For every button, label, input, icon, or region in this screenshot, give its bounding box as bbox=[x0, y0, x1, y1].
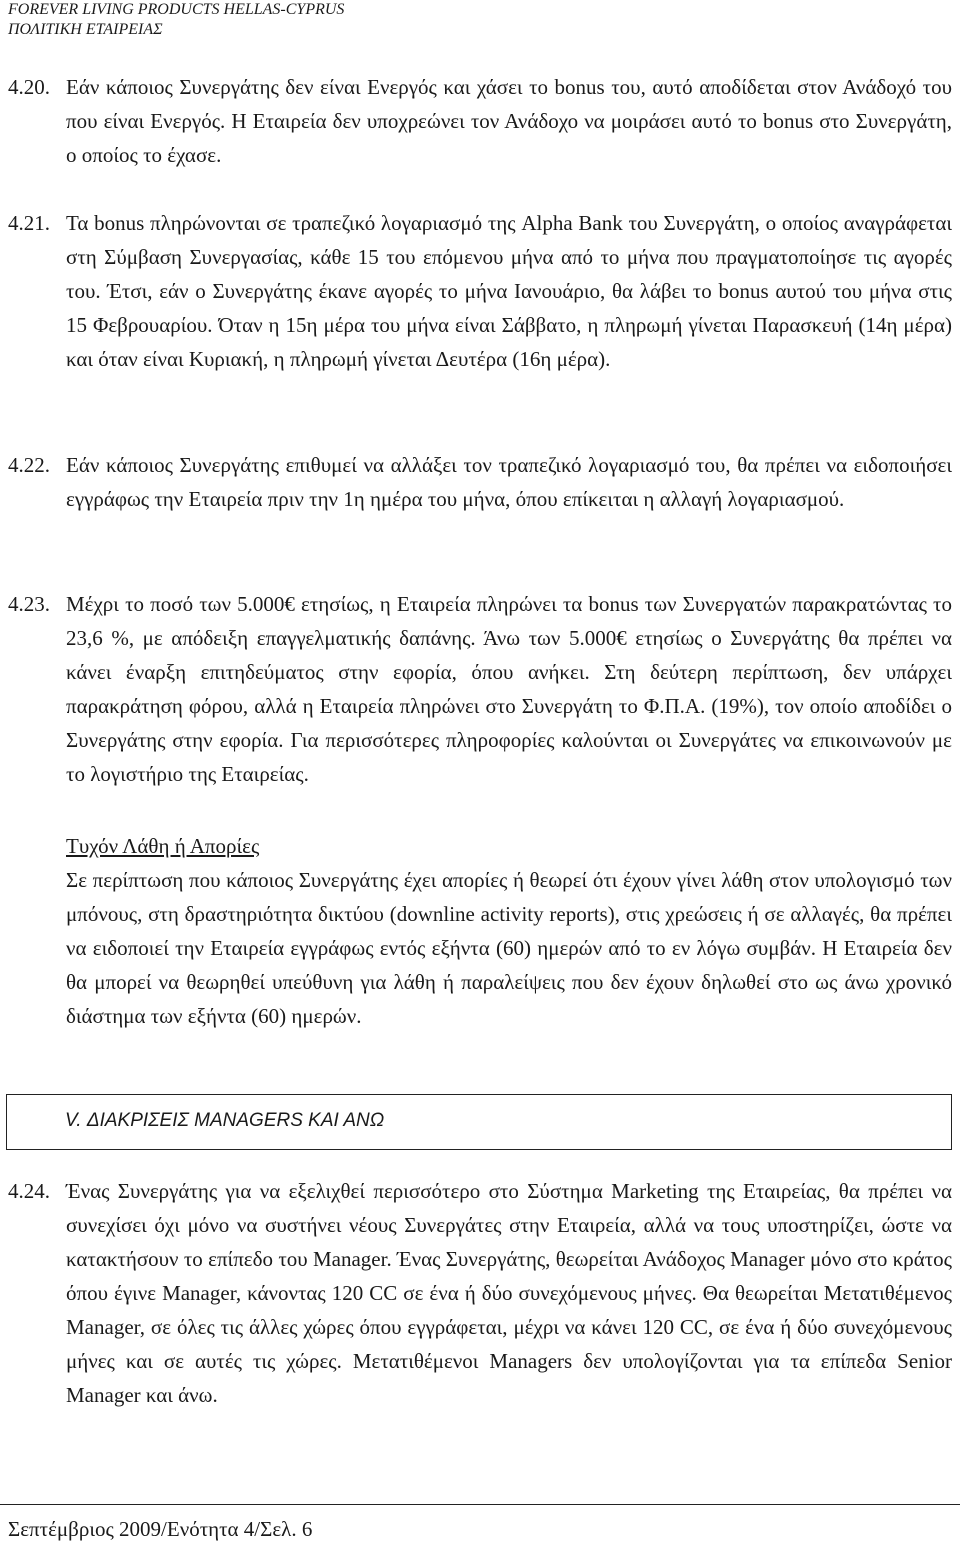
section-number: 4.22. bbox=[8, 453, 50, 477]
section-4-20 bbox=[8, 70, 952, 172]
section-v-box bbox=[6, 1094, 952, 1150]
section-v-title: V. ΔΙΑΚΡΙΣΕΙΣ MANAGERS ΚΑΙ ΑΝΩ bbox=[65, 1110, 385, 1131]
errors-heading: Τυχόν Λάθη ή Απορίες bbox=[66, 834, 260, 858]
section-number: 4.23. bbox=[8, 592, 50, 616]
header-company: FOREVER LIVING PRODUCTS HELLAS-CYPRUS bbox=[8, 1, 345, 18]
section-4-22 bbox=[8, 448, 952, 516]
section-4-24 bbox=[8, 1174, 952, 1412]
section-4-21 bbox=[8, 206, 952, 376]
section-text: Τα bonus πληρώνονται σε τραπεζικό λογαριασμό της Alpha Bank του Συνεργάτη, ο οποίος αναγράφεται στη Σύμβαση Συνεργασίας, κάθε 15 του επόμενου μήνα από το μήνα που πραγματοποίησε τις αγορές του. Έτσι, εάν ο Συνεργάτης έκανε αγορές το μήνα Ιανουάριο, θα λάβει το bonus αυτού του μήνα στις 15 Φεβρουαρίου. Όταν η 15η μέρα του μήνα είναι Σάββατο, η πληρωμή γίνεται Παρασκευή (14η μέρα) και όταν είναι Κυριακή, η πληρωμή γίνεται Δευτέρα (16η μέρα). bbox=[66, 211, 952, 371]
footer-divider bbox=[0, 1504, 960, 1505]
errors-text: Σε περίπτωση που κάποιος Συνεργάτης έχει απορίες ή θεωρεί ότι έχουν γίνει λάθη στον υπολογισμό των μπόνους, στη δραστηριότητα δικτύου (downline activity reports), στις χρεώσεις ή σε αλλαγές, θα πρέπει να ειδοποιεί την Εταιρεία εγγράφως εντός εξήντα (60) ημερών από το εν λόγω συμβάν. Η Εταιρεία δεν θα μπορεί να θεωρηθεί υπεύθυνη για λάθη ή παραλείψεις που δεν έχουν δηλωθεί στο ως άνω χρονικό διάστημα των εξήντα (60) ημερών. bbox=[66, 868, 952, 1028]
document-header bbox=[8, 0, 344, 40]
section-4-23 bbox=[8, 587, 952, 791]
page-footer: Σεπτέμβριος 2009/Ενότητα 4/Σελ. 6 bbox=[8, 1517, 313, 1541]
header-policy: ΠΟΛΙΤΙΚΗ ΕΤΑΙΡΕΙΑΣ bbox=[8, 21, 163, 38]
section-text: Μέχρι το ποσό των 5.000€ ετησίως, η Εταιρεία πληρώνει τα bonus των Συνεργατών παρακρατώντας το 23,6 %, με απόδειξη επαγγελματικής δαπάνης. Άνω των 5.000€ ετησίως ο Συνεργάτης θα πρέπει να κάνει έναρξη επιτηδεύματος στην εφορία, όπου ανήκει. Στη δεύτερη περίπτωση, δεν υπάρχει παρακράτηση φόρου, αλλά η Εταιρεία πληρώνει στο Συνεργάτη το Φ.Π.Α. (19%), τον οποίο αποδίδει ο Συνεργάτης στην εφορία. Για περισσότερες πληροφορίες καλούνται οι Συνεργάτες να επικοινωνούν με το λογιστήριο της Εταιρείας. bbox=[66, 592, 952, 786]
section-text: Εάν κάποιος Συνεργάτης δεν είναι Ενεργός και χάσει το bonus του, αυτό αποδίδεται στον Ανάδοχό του που είναι Ενεργός. Η Εταιρεία δεν υποχρεώνει τον Ανάδοχο να μοιράσει αυτό το bonus στο Συνεργάτη, ο οποίος το έχασε. bbox=[66, 75, 952, 167]
section-number: 4.21. bbox=[8, 211, 50, 235]
section-number: 4.20. bbox=[8, 75, 50, 99]
section-text: Ένας Συνεργάτης για να εξελιχθεί περισσότερο στο Σύστημα Marketing της Εταιρείας, θα πρέπει να συνεχίσει όχι μόνο να συστήνει νέους Συνεργάτες στην Εταιρεία, αλλά να τους υποστηρίζει, ώστε να κατακτήσουν το επίπεδο του Manager. Ένας Συνεργάτης, θεωρείται Ανάδοχος Manager μόνο στο κράτος όπου έγινε Manager, κάνοντας 120 CC σε ένα ή δύο συνεχόμενους μήνες. Θα θεωρείται Μετατιθέμενος Manager, σε όλες τις άλλες χώρες όπου εγγράφεται, μέχρι να κάνει 120 CC, σε ένα ή δύο συνεχόμενους μήνες και σε αυτές τις χώρες. Μετατιθέμενοι Managers δεν υπολογίζονται για τα επίπεδα Senior Manager και άνω. bbox=[66, 1179, 952, 1407]
section-number: 4.24. bbox=[8, 1179, 50, 1203]
section-text: Εάν κάποιος Συνεργάτης επιθυμεί να αλλάξει τον τραπεζικό λογαριασμό του, θα πρέπει να ειδοποιήσει εγγράφως την Εταιρεία πριν την 1η ημέρα του μήνα, όπου επίκειται η αλλαγή λογαριασμού. bbox=[66, 453, 952, 511]
